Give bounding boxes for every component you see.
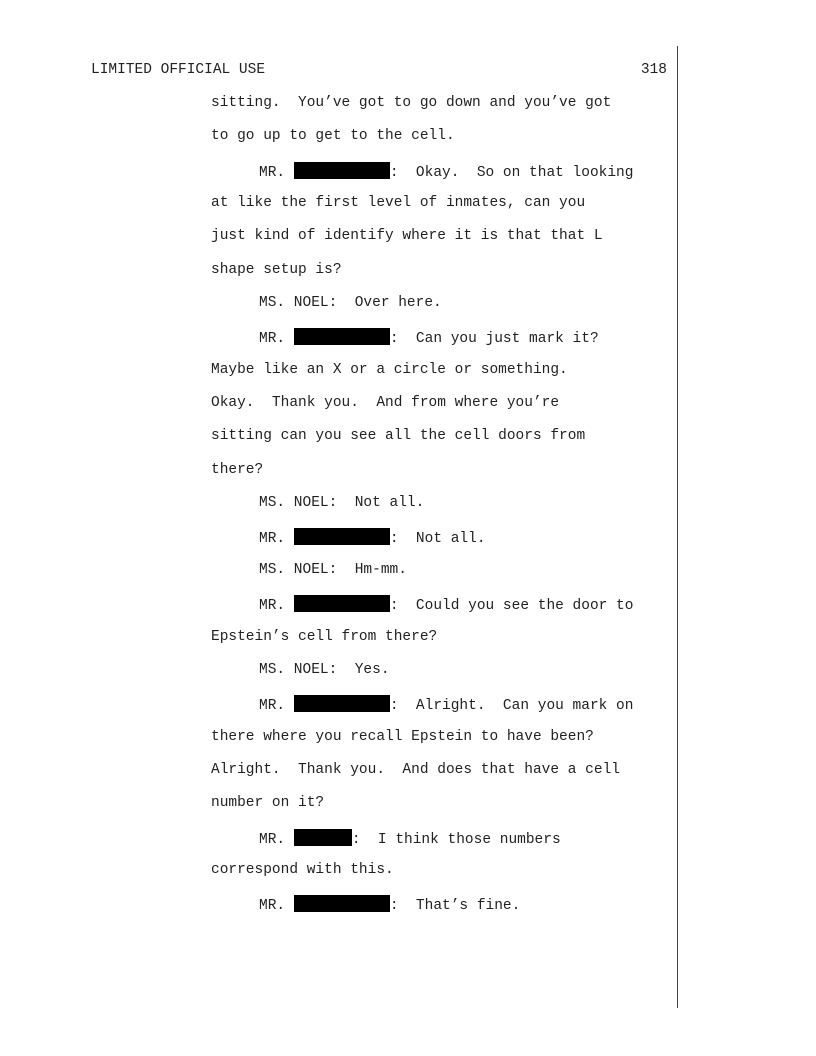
line-text-start: MR. — [259, 331, 294, 348]
transcript-line — [0, 95, 677, 128]
redaction-box — [294, 528, 390, 545]
line-text-start: MR. — [259, 898, 294, 915]
line-text-start: MR. — [259, 164, 294, 181]
transcript-line — [0, 195, 677, 228]
transcript-line — [0, 495, 677, 528]
page-header — [91, 62, 667, 79]
transcript-line — [0, 328, 677, 361]
line-text — [211, 762, 620, 779]
line-text — [211, 795, 324, 812]
line-text — [259, 295, 442, 312]
line-text-start: Maybe like an X or a circle or something. — [211, 361, 568, 378]
line-text — [211, 195, 585, 212]
transcript-line — [0, 462, 677, 495]
transcript-lines — [0, 95, 677, 929]
line-text-end: : Alright. Can you mark on — [389, 698, 634, 715]
line-text-start: Epstein’s cell from there? — [211, 628, 438, 645]
transcript-line — [0, 395, 677, 428]
transcript-line — [0, 662, 677, 695]
redaction-box — [294, 695, 390, 712]
line-text-start: MS. NOEL: Hm-mm. — [259, 561, 407, 578]
line-text-start: MS. NOEL: Not all. — [259, 495, 425, 512]
classification-label: LIMITED OFFICIAL USE — [91, 62, 266, 78]
line-text-start: MR. — [259, 531, 294, 548]
transcript-line — [0, 362, 677, 395]
transcript-line — [0, 428, 677, 461]
transcript-line — [0, 262, 677, 295]
line-text-start: to go up to get to the cell. — [211, 128, 455, 145]
line-text — [211, 95, 611, 112]
transcript-line — [0, 795, 677, 828]
line-text-start: MR. — [259, 831, 294, 848]
line-text — [211, 462, 263, 479]
transcript-line — [0, 895, 677, 928]
line-text-start: correspond with this. — [211, 861, 394, 878]
transcript-line — [0, 729, 677, 762]
line-text-start: MS. NOEL: Over here. — [259, 295, 442, 312]
line-text-start: MS. NOEL: Yes. — [259, 661, 390, 678]
line-text-end: : Okay. So on that looking — [389, 164, 634, 181]
line-text — [211, 228, 603, 245]
redaction-box — [294, 829, 352, 846]
line-text-start: just kind of identify where it is that that L — [211, 228, 603, 245]
line-text — [259, 829, 561, 849]
transcript-line — [0, 862, 677, 895]
transcript-line — [0, 595, 677, 628]
line-text-start: shape setup is? — [211, 261, 342, 278]
line-text-start: number on it? — [211, 795, 325, 812]
transcript-line — [0, 228, 677, 261]
line-text-start: at like the first level of inmates, can you — [211, 195, 586, 212]
line-text — [211, 128, 455, 145]
line-text — [259, 162, 633, 182]
line-text-end: : That’s fine. — [389, 898, 521, 915]
transcript-line — [0, 695, 677, 728]
line-text — [211, 395, 559, 412]
transcript-line — [0, 629, 677, 662]
line-text-start: MR. — [259, 698, 294, 715]
line-text-start: there? — [211, 461, 264, 478]
transcript-line — [0, 762, 677, 795]
transcript-line — [0, 295, 677, 328]
transcript-line — [0, 562, 677, 595]
redaction-box — [294, 895, 390, 912]
line-text-start: sitting can you see all the cell doors from — [211, 428, 586, 445]
page-number: 318 — [640, 62, 667, 78]
line-text-start: there where you recall Epstein to have been? — [211, 728, 594, 745]
line-text — [259, 662, 390, 679]
line-text-end: : Could you see the door to — [389, 598, 634, 615]
transcript-line — [0, 829, 677, 862]
line-text — [259, 895, 520, 915]
line-text-start: Okay. Thank you. And from where you’re — [211, 395, 560, 412]
line-text — [259, 528, 486, 548]
transcript-line — [0, 528, 677, 561]
line-text — [259, 495, 424, 512]
line-text — [211, 862, 394, 879]
line-text — [259, 595, 633, 615]
transcript-line — [0, 128, 677, 161]
line-text — [211, 362, 568, 379]
line-text-end: : I think those numbers — [351, 831, 561, 848]
right-margin-rule — [677, 46, 678, 1008]
line-text — [259, 695, 633, 715]
redaction-box — [294, 595, 390, 612]
line-text — [211, 428, 585, 445]
line-text — [259, 562, 407, 579]
line-text — [211, 729, 594, 746]
line-text — [211, 629, 437, 646]
redaction-box — [294, 162, 390, 179]
line-text-start: Alright. Thank you. And does that have a cell — [211, 761, 620, 778]
line-text — [211, 262, 342, 279]
transcript-line — [0, 162, 677, 195]
line-text-start: MR. — [259, 598, 294, 615]
line-text-end: : Can you just mark it? — [389, 331, 599, 348]
line-text-end: : Not all. — [389, 531, 486, 548]
redaction-box — [294, 328, 390, 345]
line-text-start: sitting. You’ve got to go down and you’ve got — [211, 95, 612, 111]
line-text — [259, 328, 599, 348]
